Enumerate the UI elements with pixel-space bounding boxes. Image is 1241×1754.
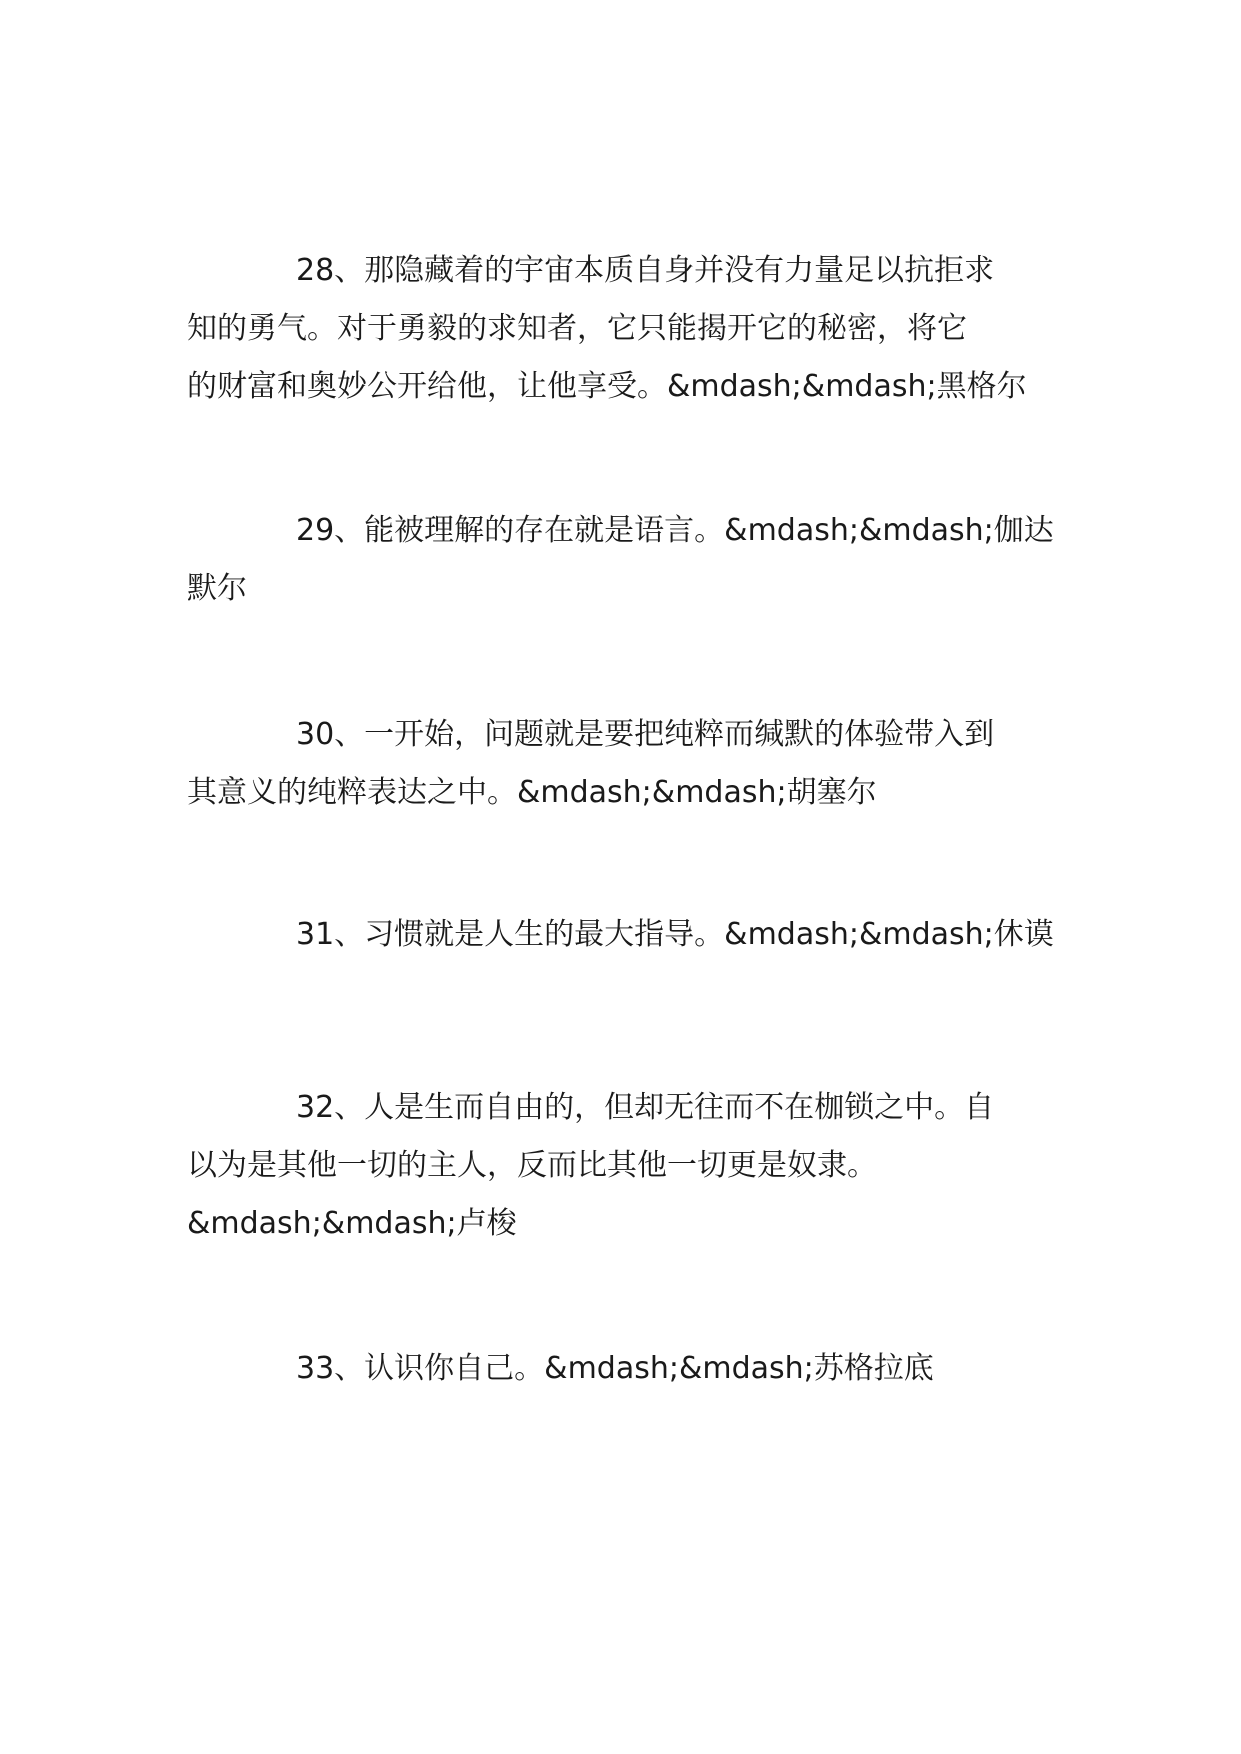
paragraph-line: 33、认识你自己。&mdash;&mdash;苏格拉底 — [296, 1351, 934, 1386]
paragraph-line: 30、一开始，问题就是要把纯粹而缄默的体验带入到 — [296, 717, 995, 752]
paragraph-line: 32、人是生而自由的，但却无往而不在枷锁之中。自 — [296, 1090, 995, 1125]
quote-paragraph-28 — [187, 242, 1053, 416]
quote-paragraph-33 — [187, 1340, 1053, 1398]
paragraph-line: 知的勇气。对于勇毅的求知者，它只能揭开它的秘密，将它 — [187, 311, 967, 346]
paragraph-line: 其意义的纯粹表达之中。&mdash;&mdash;胡塞尔 — [187, 775, 877, 810]
paragraph-line: 的财富和奥妙公开给他，让他享受。&mdash;&mdash;黑格尔 — [187, 369, 1027, 404]
paragraph-line: 28、那隐藏着的宇宙本质自身并没有力量足以抗拒求 — [296, 253, 995, 288]
paragraph-line: 以为是其他一切的主人，反而比其他一切更是奴隶。 — [187, 1148, 877, 1183]
paragraph-line: 31、习惯就是人生的最大指导。&mdash;&mdash;休谟 — [296, 917, 1054, 952]
quote-paragraph-31 — [187, 906, 1053, 964]
paragraph-line: 29、能被理解的存在就是语言。&mdash;&mdash;伽达 — [296, 513, 1054, 548]
quote-paragraph-30 — [187, 706, 1053, 822]
quote-paragraph-32 — [187, 1079, 1053, 1253]
paragraph-line: 默尔 — [187, 571, 247, 606]
paragraph-line: &mdash;&mdash;卢梭 — [187, 1206, 517, 1241]
quote-paragraph-29 — [187, 502, 1053, 618]
